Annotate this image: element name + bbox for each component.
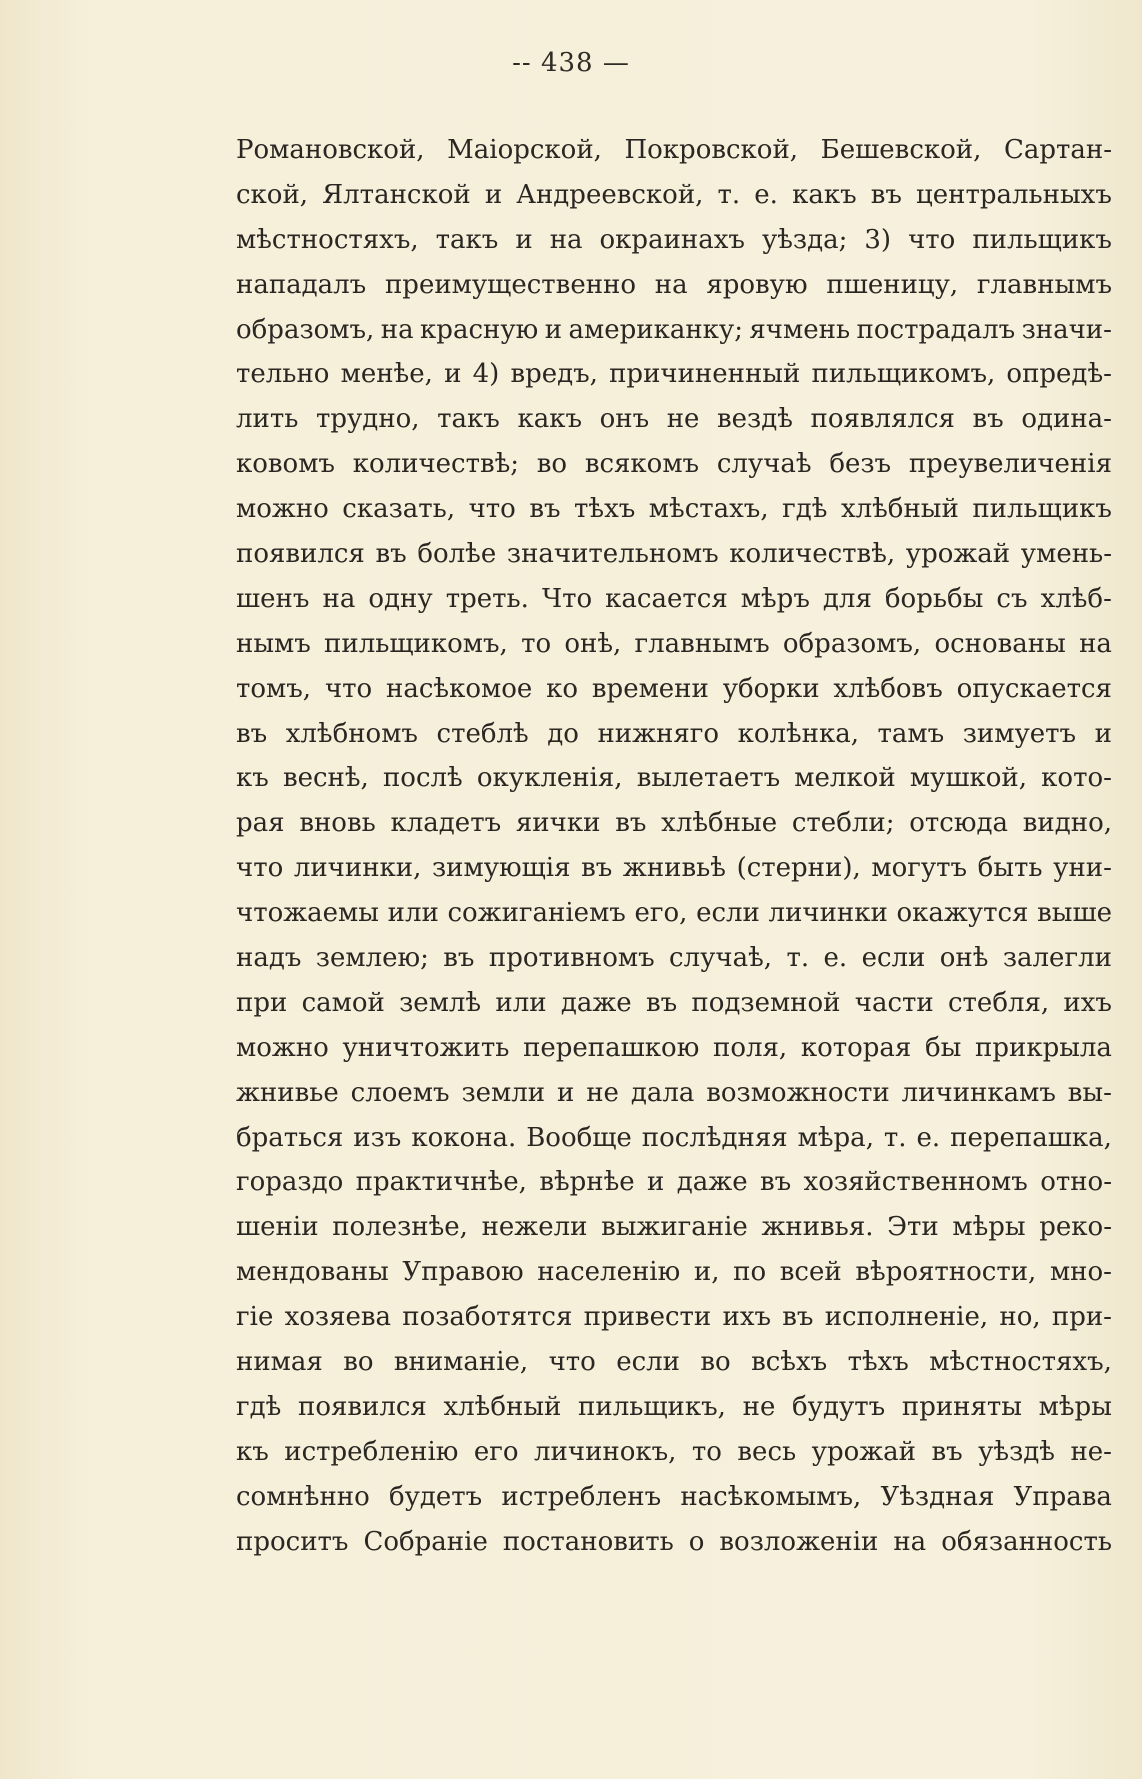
text-line: надъ землею; въ противномъ случаѣ, т. е. если онѣ залегли xyxy=(236,943,1112,974)
text-line: нападалъ преимущественно на яровую пшеницу, главнымъ xyxy=(236,269,1112,300)
text-line: тельно менѣе, и 4) вредъ, причиненный пильщикомъ, опредѣ- xyxy=(236,359,1112,390)
text-line: жнивье слоемъ земли и не дала возможности личинкамъ вы- xyxy=(236,1077,1112,1108)
text-line: шенъ на одну треть. Что касается мѣръ для борьбы съ хлѣб- xyxy=(236,583,1112,614)
page-number: -- 438 — xyxy=(512,48,630,78)
text-line: Романовской, Маіорской, Покровской, Бешевской, Сартан- xyxy=(236,135,1112,165)
text-line: при самой землѣ или даже въ подземной части стебля, ихъ xyxy=(236,987,1112,1018)
text-line: браться изъ кокона. Вообще послѣдняя мѣра, т. е. перепашка, xyxy=(236,1122,1112,1153)
text-line: гіе хозяева позаботятся привести ихъ въ исполненіе, но, при- xyxy=(236,1302,1112,1333)
text-line: къ веснѣ, послѣ окукленія, вылетаетъ мелкой мушкой, кото- xyxy=(236,763,1112,794)
text-line: ковомъ количествѣ; во всякомъ случаѣ безъ преувеличенія xyxy=(236,449,1112,480)
text-line: чтожаемы или сожиганіемъ его, если личинки окажутся выше xyxy=(236,898,1112,929)
text-line: гораздо практичнѣе, вѣрнѣе и даже въ хозяйственномъ отно- xyxy=(236,1167,1112,1198)
body-text xyxy=(236,128,1112,1565)
text-line: появился въ болѣе значительномъ количествѣ, урожай умень- xyxy=(236,539,1112,570)
text-line: мѣстностяхъ, такъ и на окраинахъ уѣзда; 3) что пильщикъ xyxy=(236,224,1112,255)
text-line: рая вновь кладетъ яички въ хлѣбные стебли; отсюда видно, xyxy=(236,808,1112,839)
text-line: гдѣ появился хлѣбный пильщикъ, не будутъ приняты мѣры xyxy=(236,1391,1112,1422)
text-line: лить трудно, такъ какъ онъ не вездѣ появлялся въ одина- xyxy=(236,404,1112,435)
text-line: что личинки, зимующія въ жнивьѣ (стерни), могутъ быть уни- xyxy=(236,853,1112,884)
text-line: можно уничтожить перепашкою поля, которая бы прикрыла xyxy=(236,1032,1112,1063)
text-line: нымъ пильщикомъ, то онѣ, главнымъ образомъ, основаны на xyxy=(236,628,1112,659)
text-line: нимая во вниманіе, что если во всѣхъ тѣхъ мѣстностяхъ, xyxy=(236,1347,1112,1378)
text-line: проситъ Собраніе постановить о возложеніи на обязанность xyxy=(236,1526,1112,1557)
text-line: образомъ, на красную и американку; ячмень пострадалъ значи- xyxy=(236,314,1112,345)
text-line: мендованы Управою населенію и, по всей вѣроятности, мно- xyxy=(236,1257,1112,1288)
text-line: томъ, что насѣкомое ко времени уборки хлѣбовъ опускается xyxy=(236,673,1112,704)
text-line: въ хлѣбномъ стеблѣ до нижняго колѣнка, тамъ зимуетъ и xyxy=(236,718,1112,749)
text-line: ской, Ялтанской и Андреевской, т. е. какъ въ центральныхъ xyxy=(236,179,1112,210)
text-line: сомнѣнно будетъ истребленъ насѣкомымъ, Уѣздная Управа xyxy=(236,1481,1112,1512)
text-line: шеніи полезнѣе, нежели выжиганіе жнивья. Эти мѣры реко- xyxy=(236,1212,1112,1243)
text-line: можно сказать, что въ тѣхъ мѣстахъ, гдѣ хлѣбный пильщикъ xyxy=(236,494,1112,525)
text-line: къ истребленію его личинокъ, то весь урожай въ уѣздѣ не- xyxy=(236,1436,1112,1467)
